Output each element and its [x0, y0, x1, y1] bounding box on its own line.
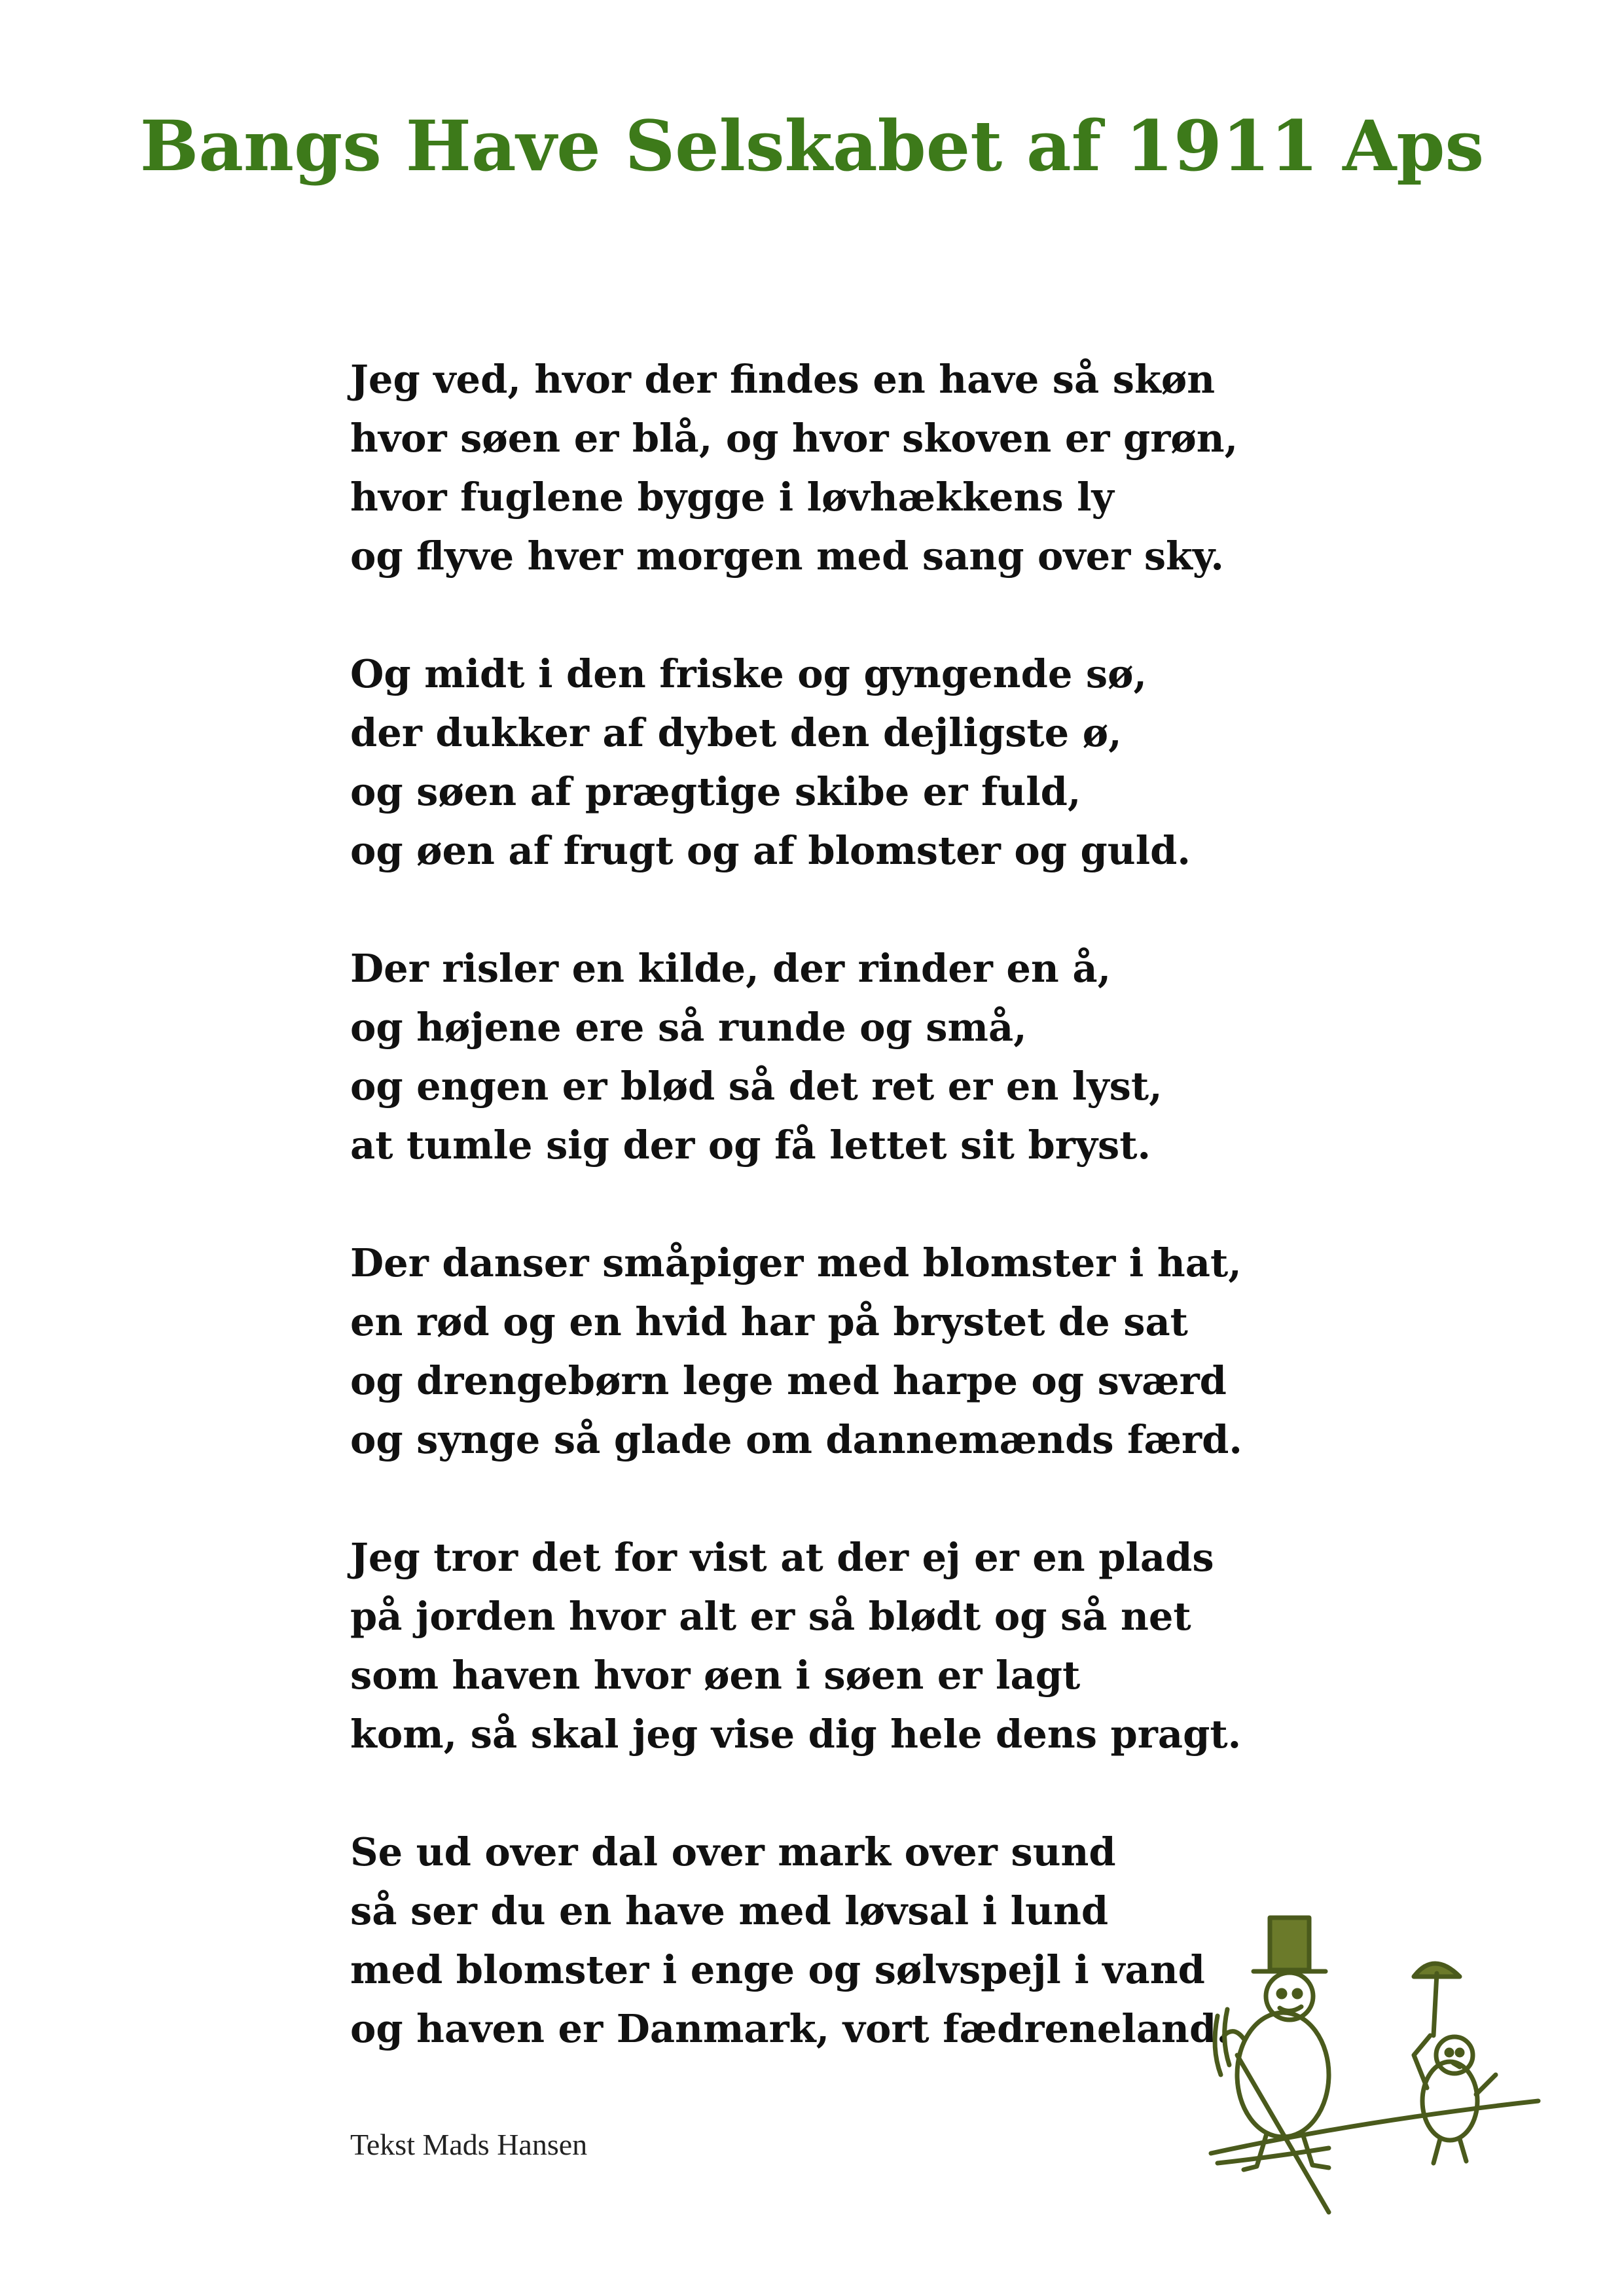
poem-line: så ser du en have med løvsal i lund [350, 1888, 1109, 1933]
poem-line: og haven er Danmark, vort fædreneland. [350, 2006, 1230, 2051]
poem-line: Jeg ved, hvor der findes en have så skøn [350, 357, 1216, 402]
stanza [350, 645, 1463, 880]
poem-line: og søen af prægtige skibe er fuld, [350, 769, 1081, 814]
poem-line: at tumle sig der og få lettet sit bryst. [350, 1122, 1151, 1168]
stanza [350, 1528, 1463, 1764]
poem-line: hvor søen er blå, og hvor skoven er grøn, [350, 416, 1238, 461]
poem-line: med blomster i enge og sølvspejl i vand [350, 1947, 1205, 1992]
poem-line: på jorden hvor alt er så blødt og så net [350, 1594, 1191, 1639]
author-credit: Tekst Mads Hansen [350, 2128, 588, 2161]
poem-line: og øen af frugt og af blomster og guld. [350, 828, 1191, 873]
poem-line: kom, så skal jeg vise dig hele dens pragt. [350, 1712, 1242, 1757]
poem-line: Og midt i den friske og gyngende sø, [350, 651, 1147, 696]
poem-line: Se ud over dal over mark over sund [350, 1829, 1116, 1874]
poem-line: en rød og en hvid har på brystet de sat [350, 1299, 1188, 1344]
poem-line: og engen er blød så det ret er en lyst, [350, 1064, 1163, 1109]
poem-line: Jeg tror det for vist at der ej er en plads [350, 1535, 1214, 1580]
page-title: Bangs Have Selskabet af 1911 Aps [139, 105, 1485, 187]
stanza [350, 350, 1463, 586]
poem [350, 350, 1463, 2117]
poem-line: og højene ere så runde og små, [350, 1005, 1027, 1050]
dancing-figures-illustration [1198, 1905, 1551, 2232]
poem-line: Der risler en kilde, der rinder en å, [350, 946, 1111, 991]
poem-line: og synge så glade om dannemænds færd. [350, 1417, 1242, 1462]
stanza [350, 939, 1463, 1175]
poem-line: og drengebørn lege med harpe og sværd [350, 1358, 1227, 1403]
poem-line: hvor fuglene bygge i løvhækkens ly [350, 475, 1114, 520]
poem-line: der dukker af dybet den dejligste ø, [350, 710, 1122, 755]
poem-line: som haven hvor øen i søen er lagt [350, 1653, 1081, 1698]
stanza [350, 1234, 1463, 1469]
poem-line: og flyve hver morgen med sang over sky. [350, 533, 1224, 579]
poem-line: Der danser småpiger med blomster i hat, [350, 1240, 1242, 1285]
